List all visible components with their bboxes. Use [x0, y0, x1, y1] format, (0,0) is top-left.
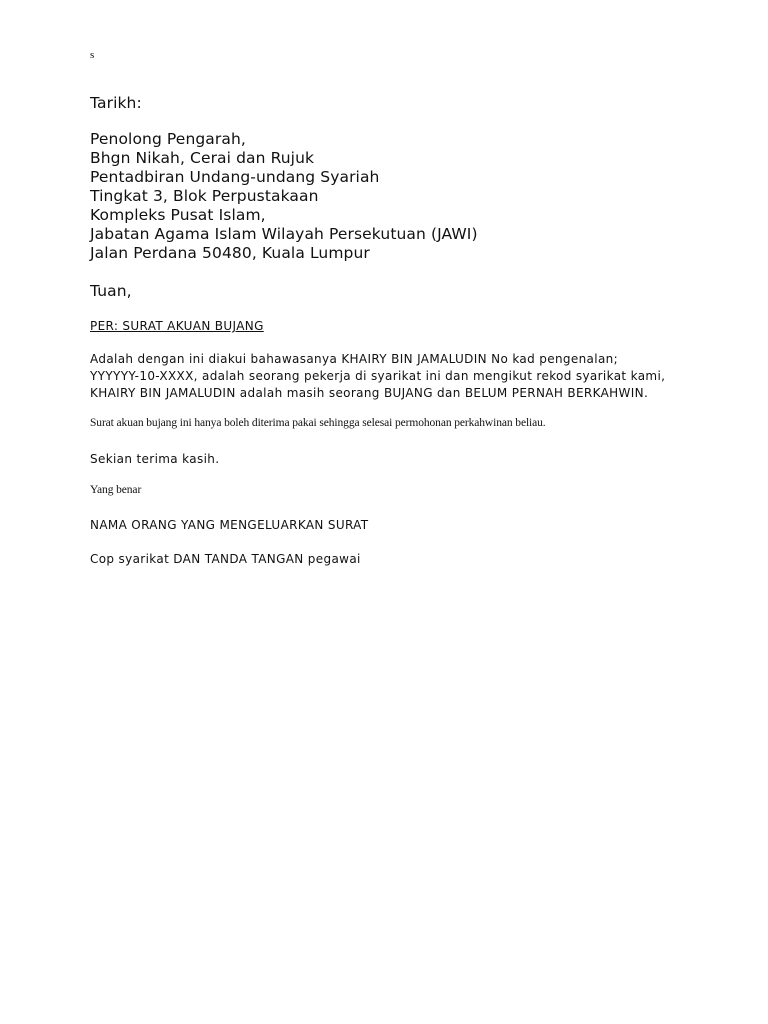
body-paragraph	[90, 351, 665, 402]
recipient-line: Kompleks Pusat Islam,	[90, 206, 266, 224]
salutation: Tuan,	[90, 282, 132, 300]
body-line: Adalah dengan ini diakui bahawasanya KHAIRY BIN JAMALUDIN No kad pengenalan;	[90, 352, 618, 366]
recipient-address	[90, 130, 478, 263]
recipient-line: Tingkat 3, Blok Perpustakaan	[90, 187, 319, 205]
stamp-line: Cop syarikat DAN TANDA TANGAN pegawai	[90, 552, 361, 566]
recipient-line: Bhgn Nikah, Cerai dan Rujuk	[90, 149, 315, 167]
issuer-name: NAMA ORANG YANG MENGELUARKAN SURAT	[90, 518, 369, 532]
body-line: YYYYYY-10-XXXX, adalah seorang pekerja di syarikat ini dan mengikut rekod syarikat kami,	[90, 369, 666, 383]
header-mark: s	[90, 49, 95, 61]
body-line: KHAIRY BIN JAMALUDIN adalah masih seorang BUJANG dan BELUM PERNAH BERKAHWIN.	[90, 386, 649, 400]
recipient-line: Pentadbiran Undang-undang Syariah	[90, 168, 380, 186]
validity-note: Surat akuan bujang ini hanya boleh diterima pakai sehingga selesai permohonan perkahwinan beliau.	[90, 417, 546, 429]
recipient-line: Jabatan Agama Islam Wilayah Persekutuan (JAWI)	[90, 225, 478, 243]
recipient-line: Jalan Perdana 50480, Kuala Lumpur	[90, 244, 370, 262]
sign-off: Yang benar	[90, 484, 142, 496]
subject-line: PER: SURAT AKUAN BUJANG	[90, 319, 264, 333]
closing-line: Sekian terima kasih.	[90, 452, 220, 466]
date-label: Tarikh:	[90, 94, 142, 112]
recipient-line: Penolong Pengarah,	[90, 130, 246, 148]
